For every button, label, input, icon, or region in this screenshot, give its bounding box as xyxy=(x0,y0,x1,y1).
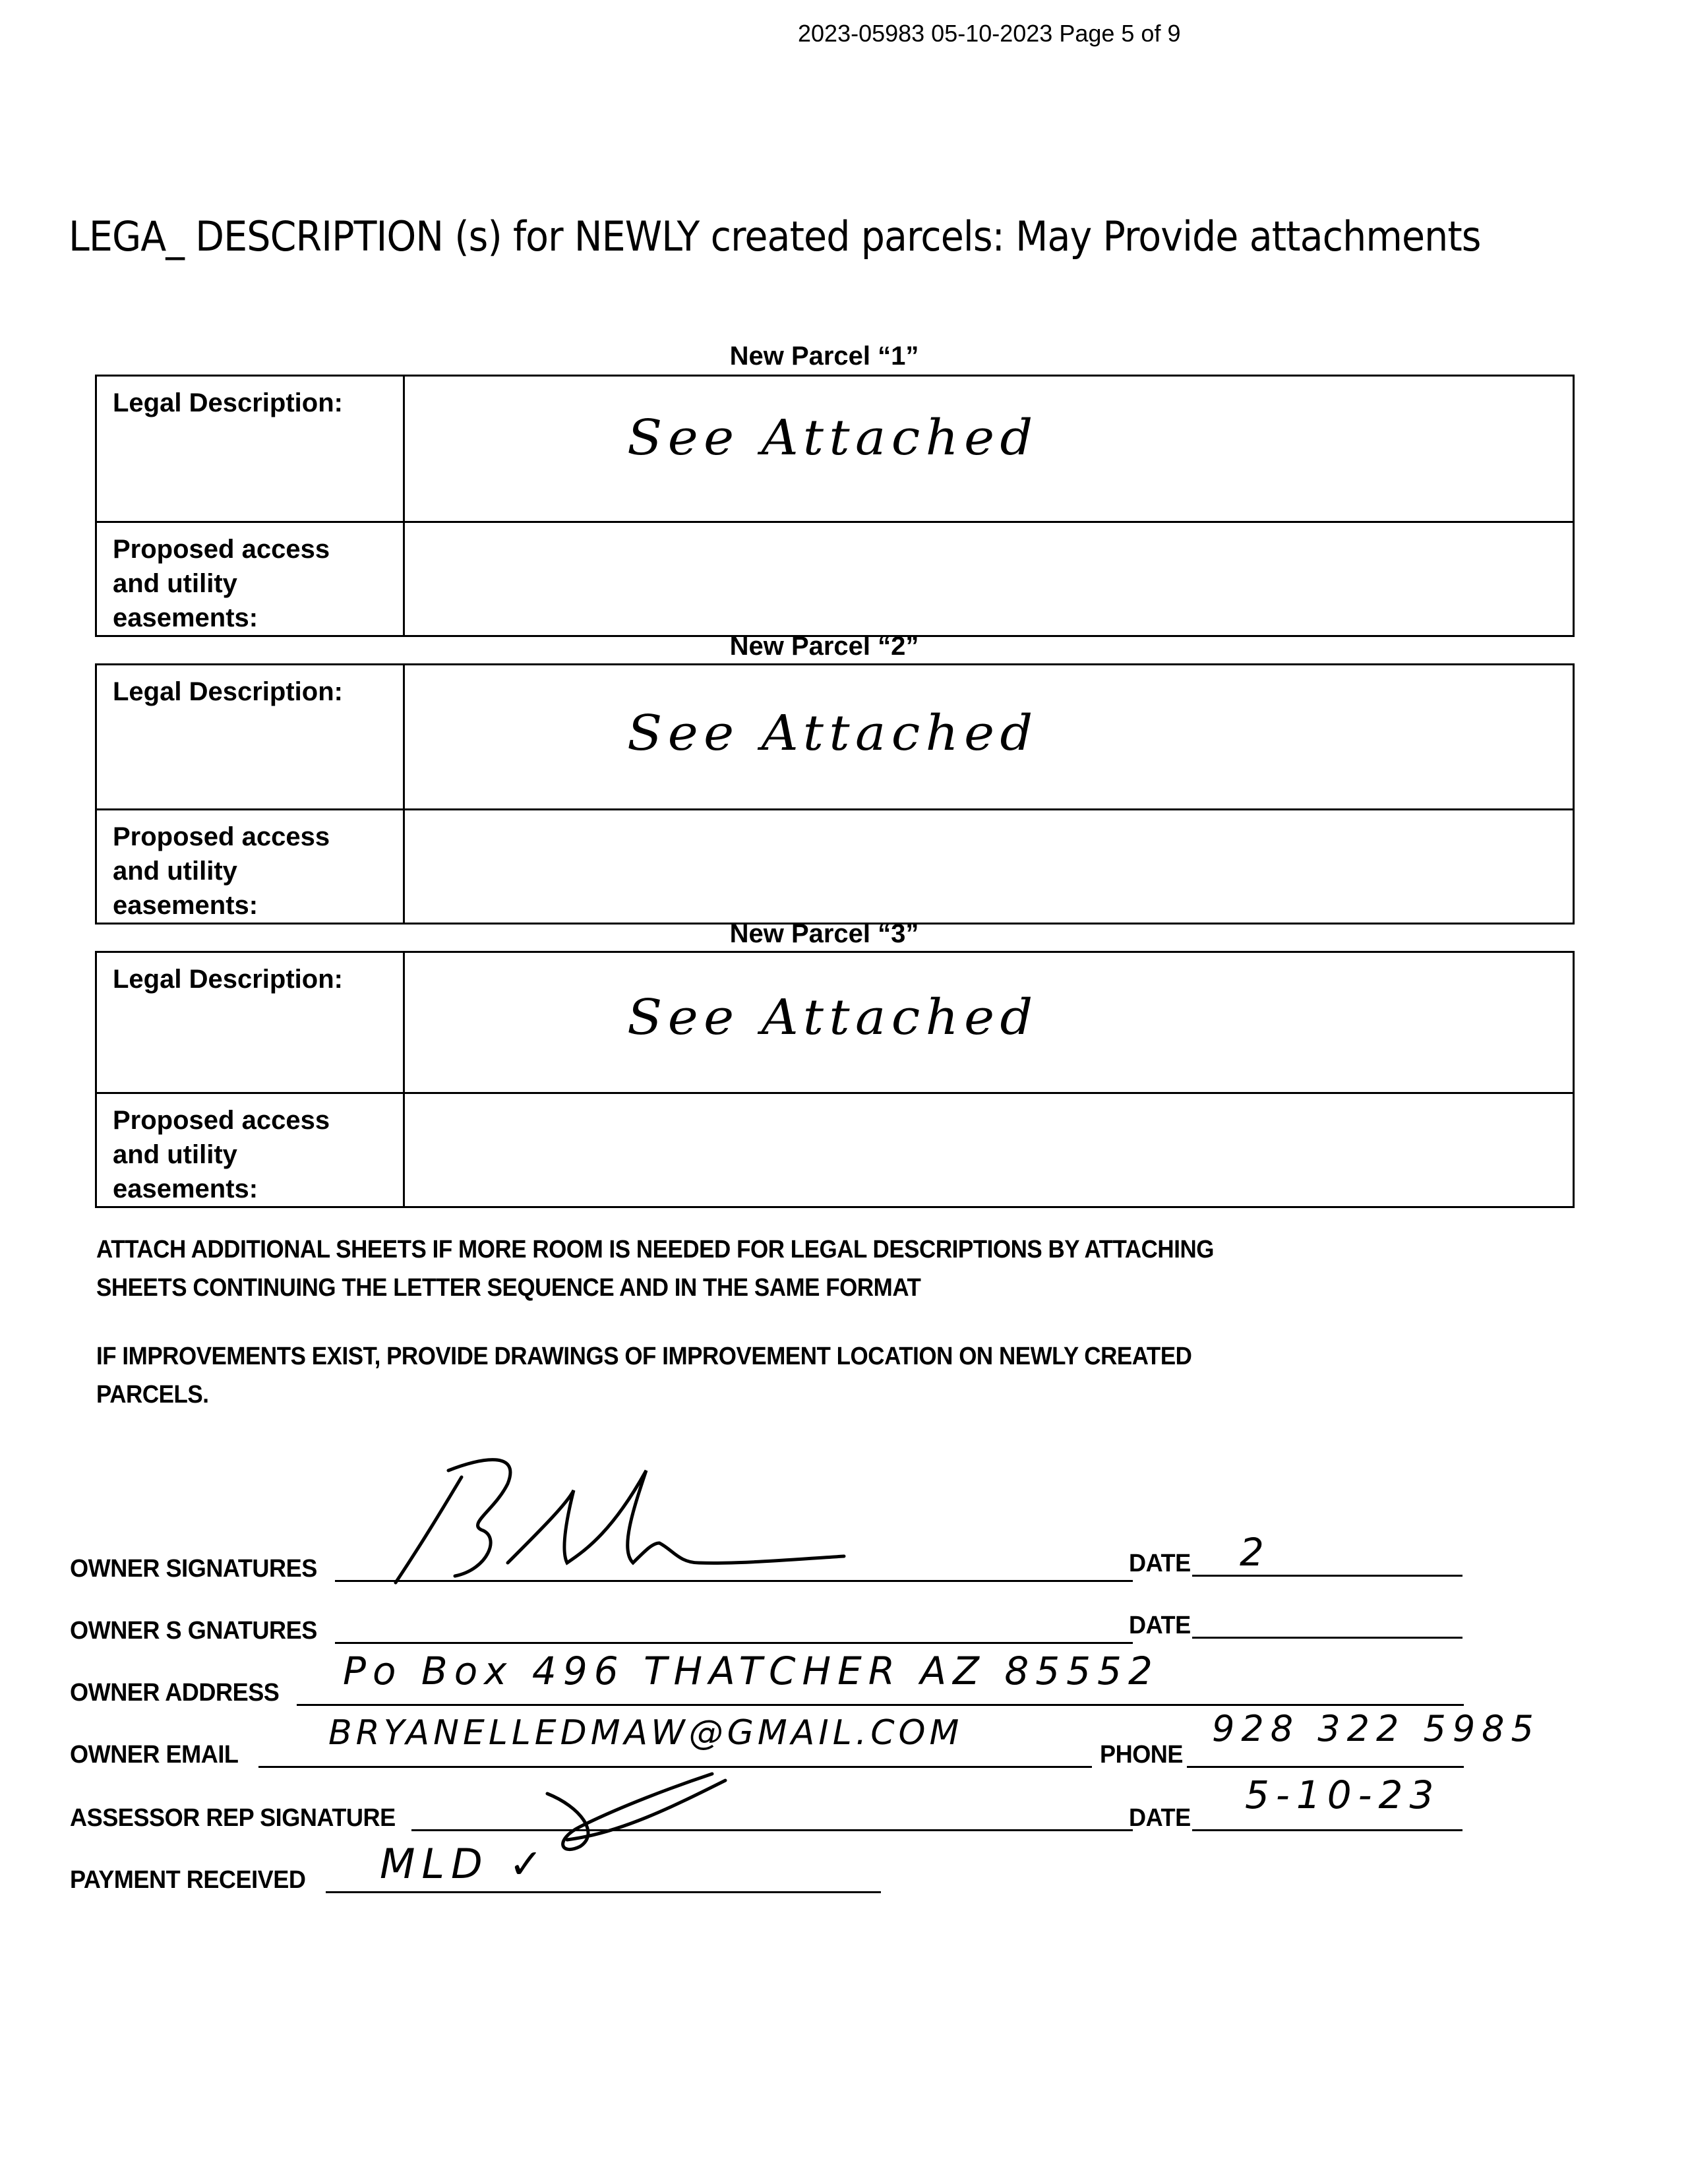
payment-received-line[interactable] xyxy=(326,1891,881,1893)
legal-description-label: Legal Description: xyxy=(96,376,404,522)
parcel-1-legal-description-cell[interactable] xyxy=(404,376,1574,522)
legal-description-label: Legal Description: xyxy=(96,952,404,1093)
parcel-2-legal-description-value: See Attached xyxy=(627,705,1039,762)
date-line-2[interactable] xyxy=(1192,1637,1462,1639)
owner-signature-image xyxy=(369,1451,870,1589)
owner-address-line[interactable] xyxy=(297,1704,1464,1706)
parcel-2-table xyxy=(95,663,1575,925)
owner-signature-2-line[interactable] xyxy=(335,1642,1133,1644)
access-label-line-2: and utility xyxy=(113,1140,237,1169)
access-label-line-1: Proposed access xyxy=(113,535,330,564)
owner-email-value: BRYANELLEDMAW@GMAIL.COM xyxy=(328,1713,963,1753)
parcel-1-legal-description-value: See Attached xyxy=(627,410,1039,466)
page-title: LEGA_ DESCRIPTION (s) for NEWLY created parcels: May Provide attachments xyxy=(69,212,1481,260)
access-label-line-3: easements: xyxy=(113,1174,258,1203)
assessor-signature-image xyxy=(541,1767,738,1860)
assessor-date-value: 5-10-23 xyxy=(1245,1773,1441,1817)
access-label-line-3: easements: xyxy=(113,603,258,632)
parcel-1-table xyxy=(95,375,1575,637)
instruction-line-4: PARCELS. xyxy=(96,1381,209,1409)
parcel-2-heading: New Parcel “2” xyxy=(729,632,919,661)
phone-line[interactable] xyxy=(1187,1766,1464,1768)
parcel-1-heading: New Parcel “1” xyxy=(729,342,919,371)
date-label-1: DATE xyxy=(1129,1550,1191,1577)
instruction-line-1: ATTACH ADDITIONAL SHEETS IF MORE ROOM IS NEEDED FOR LEGAL DESCRIPTIONS BY ATTACHING xyxy=(96,1236,1214,1263)
owner-signatures-2-label: OWNER S GNATURES xyxy=(70,1617,317,1645)
payment-received-value: MLD ✓ xyxy=(380,1840,550,1888)
phone-value: 928 322 5985 xyxy=(1212,1708,1540,1749)
instruction-attach xyxy=(96,1230,1214,1307)
parcel-2-easements-cell[interactable] xyxy=(404,810,1574,924)
parcel-2-legal-description-cell[interactable] xyxy=(404,665,1574,810)
parcel-1-easements-cell[interactable] xyxy=(404,522,1574,636)
date-value-1: 2 xyxy=(1240,1530,1271,1575)
date-line-3[interactable] xyxy=(1192,1829,1462,1831)
access-easements-label xyxy=(96,1093,404,1207)
assessor-signature-label: ASSESSOR REP SIGNATURE xyxy=(70,1804,396,1832)
access-label-line-3: easements: xyxy=(113,891,258,920)
document-header: 2023-05983 05-10-2023 Page 5 of 9 xyxy=(798,20,1181,47)
owner-signatures-label: OWNER SIGNATURES xyxy=(70,1555,317,1583)
parcel-3-heading: New Parcel “3” xyxy=(729,919,919,948)
parcel-3-easements-cell[interactable] xyxy=(404,1093,1574,1207)
parcel-3-legal-description-value: See Attached xyxy=(627,989,1039,1046)
assessor-signature-line[interactable] xyxy=(411,1829,1133,1831)
access-easements-label xyxy=(96,810,404,924)
date-line-1[interactable] xyxy=(1192,1575,1462,1577)
instruction-line-2: SHEETS CONTINUING THE LETTER SEQUENCE AND IN THE SAME FORMAT xyxy=(96,1274,921,1302)
parcel-3-legal-description-cell[interactable] xyxy=(404,952,1574,1093)
phone-label: PHONE xyxy=(1100,1741,1184,1769)
instruction-line-3: IF IMPROVEMENTS EXIST, PROVIDE DRAWINGS OF IMPROVEMENT LOCATION ON NEWLY CREATED xyxy=(96,1343,1192,1370)
owner-email-label: OWNER EMAIL xyxy=(70,1741,239,1769)
access-label-line-2: and utility xyxy=(113,569,237,598)
legal-description-label: Legal Description: xyxy=(96,665,404,810)
date-label-3: DATE xyxy=(1129,1804,1191,1832)
owner-address-label: OWNER ADDRESS xyxy=(70,1679,280,1707)
parcel-3-table xyxy=(95,951,1575,1208)
instruction-improvements xyxy=(96,1337,1191,1414)
payment-received-label: PAYMENT RECEIVED xyxy=(70,1866,306,1894)
access-label-line-1: Proposed access xyxy=(113,822,330,851)
owner-address-value: Po Box 496 THATCHER AZ 85552 xyxy=(343,1649,1159,1693)
access-easements-label xyxy=(96,522,404,636)
access-label-line-2: and utility xyxy=(113,857,237,886)
date-label-2: DATE xyxy=(1129,1612,1191,1639)
access-label-line-1: Proposed access xyxy=(113,1106,330,1135)
